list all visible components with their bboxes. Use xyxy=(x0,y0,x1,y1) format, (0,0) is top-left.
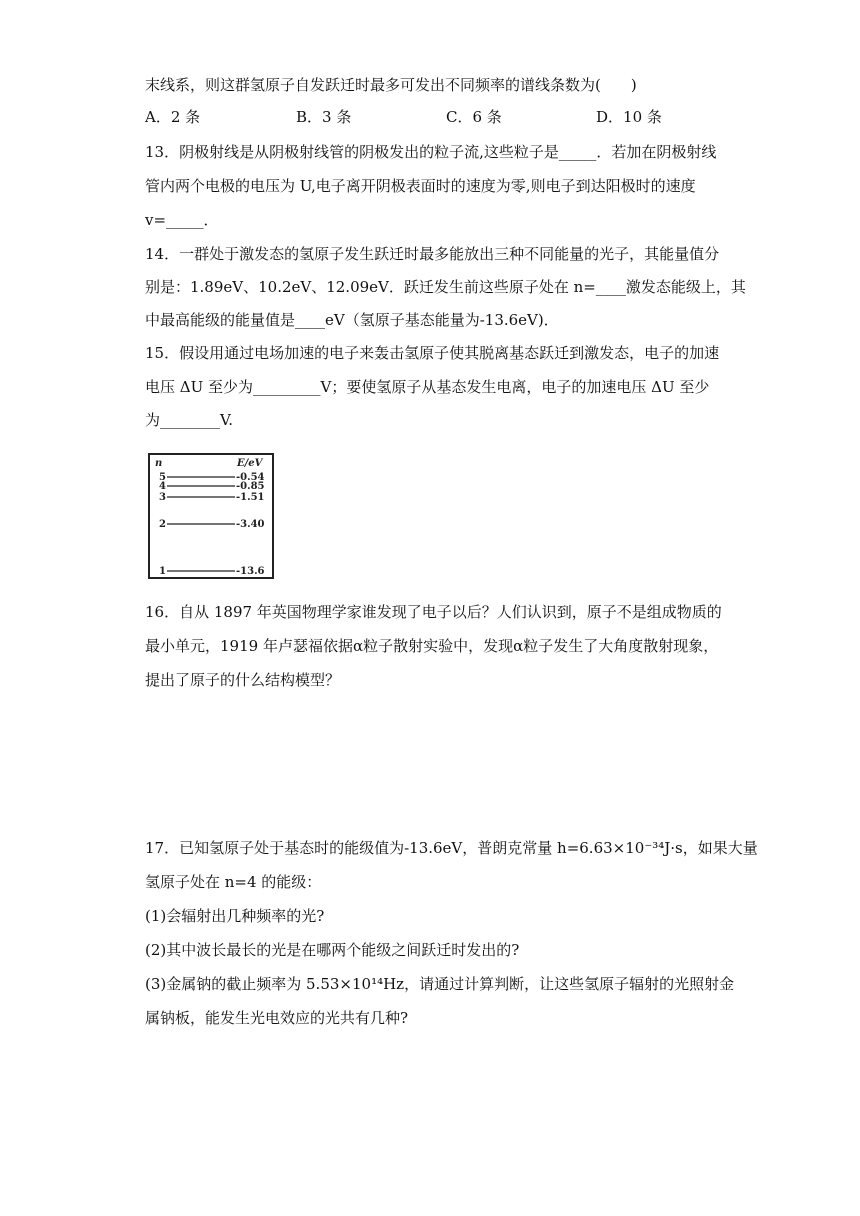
level-5-energy: -0.54 xyxy=(236,472,265,483)
q15-line-1: 15．假设用通过电场加速的电子来轰击氢原子使其脱离基态跃迁到激发态，电子的加速 xyxy=(145,344,720,362)
q13-line-3: v=_____． xyxy=(145,211,219,229)
q16-line-3: 提出了原子的什么结构模型？ xyxy=(145,671,341,689)
level-2-energy: -3.40 xyxy=(236,519,265,530)
q15-line-2: 电压 ΔU 至少为_________V；要使氢原子从基态发生电离，电子的加速电压 ΔU 至少 xyxy=(145,378,710,396)
q13-line-2: 管内两个电极的电压为 U,电子离开阴极表面时的速度为零,则电子到达阳极时的速度 xyxy=(145,177,696,195)
q17-line-5: (3)金属钠的截止频率为 5.53×10¹⁴Hz，请通过计算判断，让这些氢原子辐射的光照射金 xyxy=(145,975,735,993)
level-1-energy: -13.6 xyxy=(236,566,265,577)
q15-line-3: 为________V. xyxy=(145,411,233,429)
q17-line-4: (2)其中波长最长的光是在哪两个能级之间跃迁时发出的? xyxy=(145,941,520,959)
q14-line-2: 别是：1.89eV、10.2eV、12.09eV．跃迁发生前这些原子处在 n=____激发态能级上，其 xyxy=(145,278,746,296)
level-4-energy: -0.85 xyxy=(236,481,265,492)
q14-line-1: 14．一群处于激发态的氢原子发生跃迁时最多能放出三种不同能量的光子，其能量值分 xyxy=(145,245,720,263)
energy-axis-label: E/eV xyxy=(237,458,263,469)
q13-line-1: 13．阴极射线是从阴极射线管的阴极发出的粒子流,这些粒子是_____．若加在阴极射线 xyxy=(145,143,717,161)
q12-option-c: C．6 条 xyxy=(446,108,502,126)
q12-option-a: A．2 条 xyxy=(145,108,201,126)
q16-line-1: 16．自从 1897 年英国物理学家谁发现了电子以后？人们认识到，原子不是组成物质的 xyxy=(145,603,722,621)
energy-level-diagram xyxy=(145,452,277,580)
q16-line-2: 最小单元，1919 年卢瑟福依据α粒子散射实验中，发现α粒子发生了大角度散射现象， xyxy=(145,637,719,655)
q17-line-1: 17．已知氢原子处于基态时的能级值为-13.6eV，普朗克常量 h=6.63×10⁻³⁴J·s，如果大量 xyxy=(145,839,758,857)
level-1-n: 1 xyxy=(159,566,166,577)
q12-tail: 末线系，则这群氢原子自发跃迁时最多可发出不同频率的谱线条数为( ) xyxy=(145,76,637,94)
q17-line-6: 属钠板，能发生光电效应的光共有几种? xyxy=(145,1009,409,1027)
level-3-n: 3 xyxy=(159,492,166,503)
q17-line-2: 氢原子处在 n=4 的能级： xyxy=(145,873,322,891)
level-4-n: 4 xyxy=(159,481,166,492)
level-2-n: 2 xyxy=(159,519,166,530)
q12-option-d: D．10 条 xyxy=(596,108,662,126)
level-5-n: 5 xyxy=(159,472,166,483)
q14-line-3: 中最高能级的能量值是____eV（氢原子基态能量为-13.6eV)． xyxy=(145,311,559,329)
q12-option-b: B．3 条 xyxy=(296,108,352,126)
n-axis-label: n xyxy=(155,458,163,469)
level-3-energy: -1.51 xyxy=(236,492,265,503)
q17-line-3: (1)会辐射出几种频率的光? xyxy=(145,907,325,925)
